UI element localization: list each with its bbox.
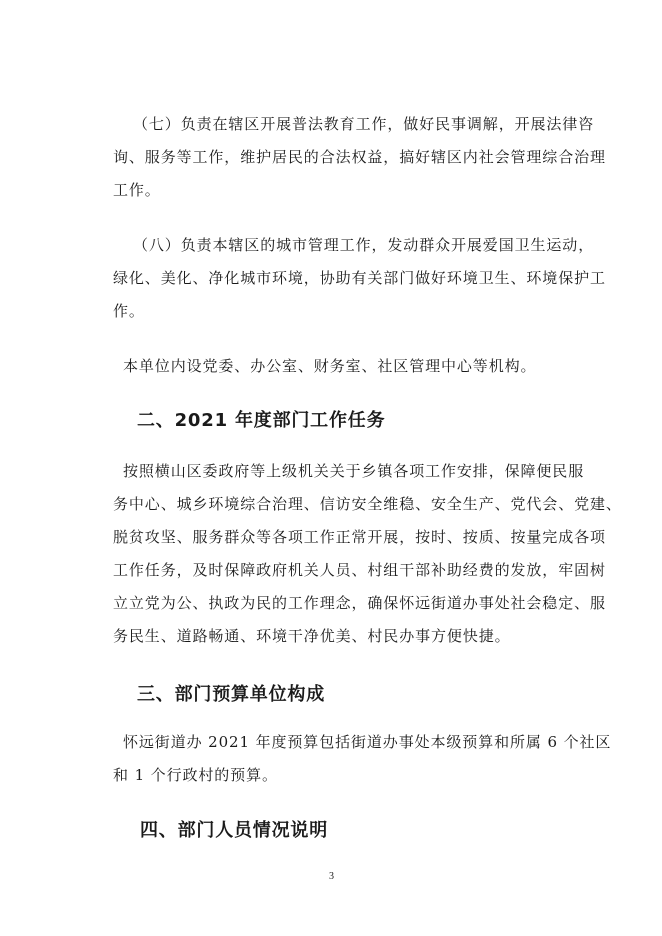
institutions-line-1: 本单位内设党委、办公室、财务室、社区管理中心等机构。 (123, 357, 537, 375)
duty-8-line-3: 作。 (113, 302, 145, 320)
duty-7-paragraph (113, 108, 606, 207)
duty-8-paragraph (113, 229, 606, 328)
section-2-line-5: 立立党为公、执政为民的工作理念，确保怀远街道办事处社会稳定、服 (113, 594, 606, 612)
duty-8-line-2: 绿化、美化、净化城市环境，协助有关部门做好环境卫生、环境保护工 (113, 269, 606, 287)
section-2-line-6: 务民生、道路畅通、环境干净优美、村民办事方便快捷。 (113, 627, 511, 645)
section-2-line-3: 脱贫攻坚、服务群众等各项工作正常开展，按时、按质、按量完成各项 (113, 528, 606, 546)
section-2-paragraph (113, 455, 622, 653)
duty-7-line-3: 工作。 (113, 181, 161, 199)
section-2-heading: 二、2021 年度部门工作任务 (137, 410, 386, 431)
section-4-heading: 四、部门人员情况说明 (140, 820, 328, 841)
section-3-paragraph (113, 726, 612, 792)
section-3-line-1: 怀远街道办 2021 年度预算包括街道办事处本级预算和所属 6 个社区 (123, 733, 612, 751)
institutions-paragraph (123, 350, 543, 383)
section-2-line-4: 工作任务，及时保障政府机关人员、村组干部补助经费的发放，牢固树 (113, 561, 606, 579)
duty-8-line-1: （八）负责本辖区的城市管理工作，发动群众开展爱国卫生运动， (133, 236, 595, 254)
section-3-heading: 三、部门预算单位构成 (137, 684, 325, 705)
duty-7-line-1: （七）负责在辖区开展普法教育工作，做好民事调解，开展法律咨 (133, 115, 595, 133)
page-number: 3 (329, 871, 334, 882)
section-2-line-2: 务中心、城乡环境综合治理、信访安全维稳、安全生产、党代会、党建、 (113, 495, 622, 513)
section-3-line-2: 和 1 个行政村的预算。 (113, 766, 278, 784)
duty-7-line-2: 询、服务等工作，维护居民的合法权益，搞好辖区内社会管理综合治理 (113, 148, 606, 166)
section-2-line-1: 按照横山区委政府等上级机关关于乡镇各项工作安排，保障便民服 (123, 462, 585, 480)
